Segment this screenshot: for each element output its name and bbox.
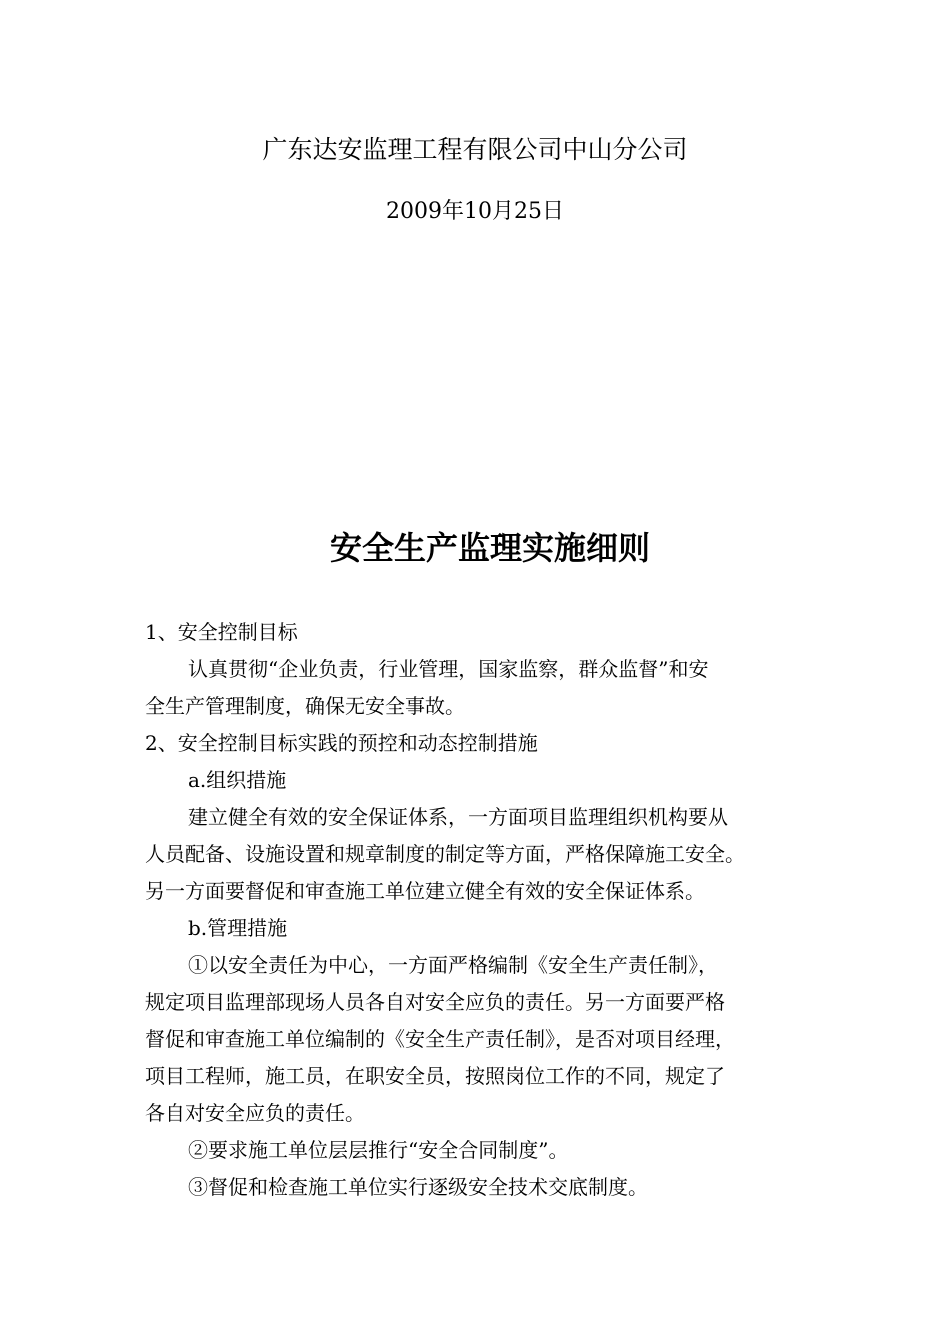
company-name: 广东达安监理工程有限公司中山分公司 [262, 135, 688, 164]
list-item-line: ①以安全责任为中心，一方面严格编制《安全生产责任制》， [188, 953, 718, 977]
document-date: 2009年10月25日 [386, 199, 564, 224]
subsection-heading: b.管理措施 [188, 916, 288, 940]
paragraph-line: 项目工程师，施工员，在职安全员，按照岗位工作的不同，规定了 [145, 1064, 725, 1088]
section-heading: 2、安全控制目标实践的预控和动态控制措施 [145, 731, 538, 755]
paragraph-line: 建立健全有效的安全保证体系，一方面项目监理组织机构要从 [188, 805, 728, 829]
paragraph-line: 各自对安全应负的责任。 [145, 1101, 365, 1125]
paragraph-line: 规定项目监理部现场人员各自对安全应负的责任。另一方面要严格 [145, 990, 725, 1014]
document-body [145, 614, 835, 1206]
paragraph-line: 人员配备、设施设置和规章制度的制定等方面，严格保障施工安全。 [145, 842, 745, 866]
paragraph-line: 认真贯彻“企业负责，行业管理，国家监察，群众监督”和安 [188, 657, 709, 681]
paragraph-line: 另一方面要督促和审查施工单位建立健全有效的安全保证体系。 [145, 879, 705, 903]
section-heading: 1、安全控制目标 [145, 620, 298, 644]
list-item-line: ②要求施工单位层层推行“安全合同制度”。 [188, 1138, 569, 1162]
paragraph-line: 全生产管理制度，确保无安全事故。 [145, 694, 465, 718]
list-item-line: ③督促和检查施工单位实行逐级安全技术交底制度。 [188, 1175, 648, 1199]
subsection-heading: a.组织措施 [188, 768, 287, 792]
paragraph-line: 督促和审查施工单位编制的《安全生产责任制》，是否对项目经理， [145, 1027, 735, 1051]
document-title: 安全生产监理实施细则 [329, 529, 650, 567]
